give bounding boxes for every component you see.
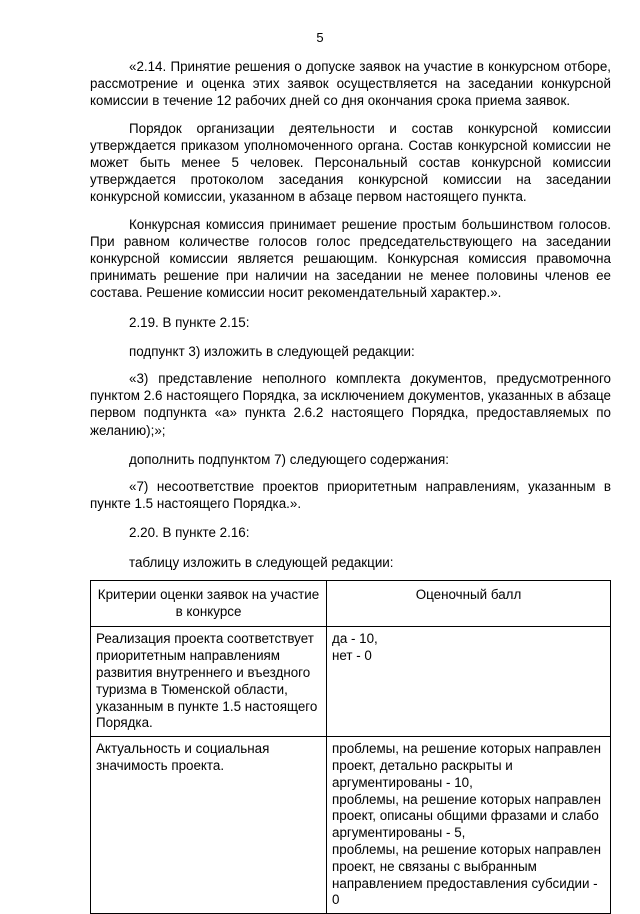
document-body: [90, 58, 611, 914]
score-line: проблемы, на решение которых направлен проект, детально раскрыты и аргументированы - 10,: [332, 741, 601, 790]
paragraph-subitem-3-intro: подпункт 3) изложить в следующей редакции:: [129, 343, 415, 359]
criteria-table: [90, 580, 611, 914]
header-criteria: Критерии оценки заявок на участие в конкурсе: [91, 580, 327, 627]
paragraph-subitem-7-intro: дополнить подпунктом 7) следующего содержания:: [129, 451, 449, 467]
score-cell: [327, 737, 611, 914]
score-cell: [327, 627, 611, 737]
table-row: [91, 627, 611, 737]
table-row: [91, 737, 611, 914]
paragraph-commission-decision: Конкурсная комиссия принимает решение простым большинством голосов. При равном количестве голосов голос председательствующего на заседании конкурсной комиссии является решающим. Конкурсная комиссия правомочна принимать решение при наличии на заседании не менее половины членов ее состава. Решение комиссии носит рекомендательный характер.».: [90, 216, 611, 301]
paragraph-table-intro: таблицу изложить в следующей редакции:: [129, 554, 394, 570]
score-line: да - 10,: [332, 631, 378, 647]
paragraph-2-14: «2.14. Принятие решения о допуске заявок на участие в конкурсном отборе, рассмотрение и оценка этих заявок осуществляется на заседании конкурсной комиссии в течение 12 рабочих дней со дня окончания срока приема заявок.: [90, 59, 611, 109]
page-number: 5: [316, 30, 324, 45]
criteria-cell: Актуальность и социальная значимость проекта.: [91, 737, 327, 914]
criteria-cell: Реализация проекта соответствует приоритетным направлениям развития внутреннего и въездного туризма в Тюменской области, указанным в пункте 1.5 настоящего Порядка.: [91, 627, 327, 737]
paragraph-commission-order: Порядок организации деятельности и состав конкурсной комиссии утверждается приказом уполномоченного органа. Состав конкурсной комиссии не может быть менее 5 человек. Персональный состав конкурсной комиссии утверждается протоколом заседания конкурсной комиссии на заседании конкурсной комиссии, указанном в абзаце первом настоящего пункта.: [90, 120, 611, 205]
score-line: проблемы, на решение которых направлен проект, не связаны с выбранным направлением предоставления субсидии - 0: [332, 842, 601, 908]
paragraph-2-20: 2.20. В пункте 2.16:: [129, 525, 250, 541]
paragraph-2-19: 2.19. В пункте 2.15:: [129, 314, 250, 330]
header-score: Оценочный балл: [327, 580, 611, 627]
paragraph-subitem-3-text: «3) представление неполного комплекта документов, предусмотренного пунктом 2.6 настоящего Порядка, за исключением документов, указанных в абзаце первом подпункта «а» пункта 2.6.2 настоящего Порядка, предоставляемых по желанию);»;: [90, 371, 611, 438]
table-header-row: [91, 580, 611, 627]
score-line: нет - 0: [332, 648, 372, 664]
score-line: проблемы, на решение которых направлен проект, описаны общими фразами и слабо аргументированы - 5,: [332, 791, 601, 841]
paragraph-subitem-7-text: «7) несоответствие проектов приоритетным направлениям, указанным в пункте 1.5 настоящего Порядка.».: [90, 479, 611, 512]
